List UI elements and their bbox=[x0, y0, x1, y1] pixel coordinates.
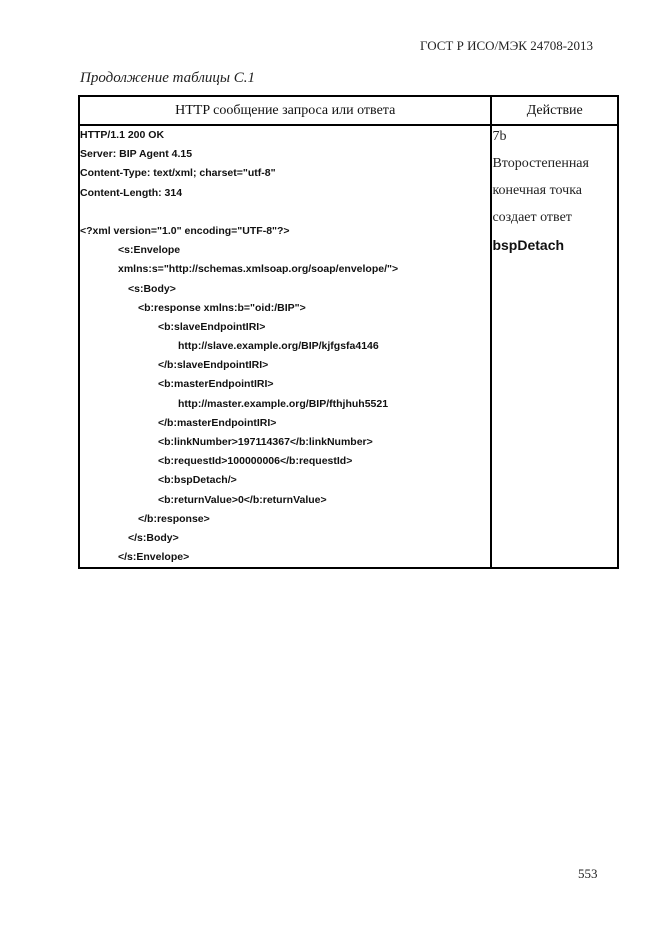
standard-designation: ГОСТ Р ИСО/МЭК 24708-2013 bbox=[420, 38, 594, 53]
column-header-action: Действие bbox=[491, 96, 618, 125]
message-line bbox=[80, 203, 490, 222]
message-line: </b:response> bbox=[138, 512, 210, 525]
message-line: <b:response xmlns:b="oid:/BIP"> bbox=[138, 301, 306, 314]
action-description-line: создает ответ bbox=[492, 210, 572, 225]
message-line: <b:slaveEndpointIRI> bbox=[158, 320, 266, 333]
message-line: Content-Length: 314 bbox=[80, 186, 183, 199]
message-line: </s:Body> bbox=[128, 531, 179, 544]
action-cell bbox=[491, 125, 618, 568]
action-description-line: Второстепенная bbox=[492, 156, 589, 171]
message-line: Server: BIP Agent 4.15 bbox=[80, 148, 193, 161]
table-caption: Продолжение таблицы С.1 bbox=[80, 70, 256, 86]
message-line: <b:requestId>100000006</b:requestId> bbox=[158, 455, 353, 468]
http-message-cell bbox=[79, 125, 491, 568]
message-table bbox=[78, 95, 619, 569]
message-line: </s:Envelope> bbox=[118, 551, 190, 564]
message-line: http://master.example.org/BIP/fthjhuh5521 bbox=[178, 397, 389, 410]
message-line: <b:linkNumber>197114367</b:linkNumber> bbox=[158, 436, 373, 448]
action-description-line: конечная точка bbox=[492, 183, 583, 198]
message-line: <s:Envelope bbox=[118, 244, 181, 257]
http-message-body bbox=[80, 126, 490, 567]
page-number: 553 bbox=[578, 866, 598, 881]
message-line: </b:slaveEndpointIRI> bbox=[158, 359, 269, 372]
message-line: xmlns:s="http://schemas.xmlsoap.org/soap/envelope/"> bbox=[118, 263, 399, 276]
message-line: <b:bspDetach/> bbox=[158, 474, 237, 487]
message-line: </b:masterEndpointIRI> bbox=[158, 416, 277, 429]
message-line: HTTP/1.1 200 OK bbox=[80, 129, 165, 141]
table-row bbox=[79, 125, 618, 568]
table-header-row bbox=[79, 96, 618, 125]
message-line: <b:returnValue>0</b:returnValue> bbox=[158, 493, 327, 506]
column-header-message: HTTP сообщение запроса или ответа bbox=[79, 96, 491, 125]
message-line: <?xml version="1.0" encoding="UTF-8"?> bbox=[80, 224, 290, 237]
message-line: <b:masterEndpointIRI> bbox=[158, 378, 274, 391]
message-line: http://slave.example.org/BIP/kjfgsfa4146 bbox=[178, 340, 379, 353]
action-operation: bspDetach bbox=[492, 237, 565, 253]
message-line: Content-Type: text/xml; charset="utf-8" bbox=[80, 167, 276, 180]
message-line: <s:Body> bbox=[128, 282, 176, 295]
action-step: 7b bbox=[492, 129, 507, 144]
